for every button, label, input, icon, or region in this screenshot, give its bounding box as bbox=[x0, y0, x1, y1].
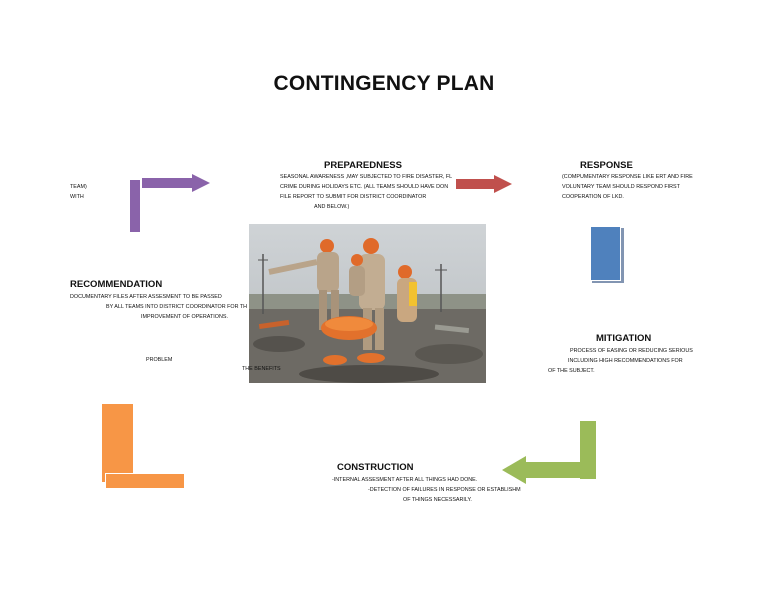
mitigation-line-1: PROCESS OF EASING OR REDUCING SERIOUS bbox=[570, 348, 693, 354]
preparedness-line-1: SEASONAL AWARENESS ,MAY SUBJECTED TO FIRE DISASTER, FL bbox=[280, 174, 453, 180]
left-fragment-team: TEAM) bbox=[70, 184, 87, 190]
recommendation-line-2: BY ALL TEAMS INTO DISTRICT COORDINATOR FOR TH bbox=[106, 304, 248, 310]
response-line-1: (COMPUMENTARY RESPONSE LIKE ERT AND FIRE bbox=[562, 174, 693, 180]
preparedness-heading: PREPAREDNESS bbox=[324, 160, 402, 171]
left-fragment-with: WITH bbox=[70, 194, 84, 200]
construction-line-2: -DETECTION OF FAILURES IN RESPONSE OR ESTABLISHM bbox=[368, 487, 521, 493]
benefits-label: THE BENEFITS bbox=[242, 366, 281, 372]
response-line-2: VOLUNTARY TEAM SHOULD RESPOND FIRST bbox=[562, 184, 680, 190]
orange-l-shape-icon bbox=[96, 400, 190, 496]
recommendation-line-1: DOCUMENTARY FILES AFTER ASSESMENT TO BE PASSED bbox=[70, 294, 222, 300]
construction-line-3: OF THINGS NECESSARILY. bbox=[403, 497, 472, 503]
recommendation-heading: RECOMMENDATION bbox=[70, 279, 163, 290]
response-line-3: COOPERATION OF LKD. bbox=[562, 194, 624, 200]
problem-label: PROBLEM bbox=[146, 357, 173, 363]
blue-block-icon bbox=[588, 225, 626, 285]
green-bent-arrow-icon bbox=[496, 418, 602, 490]
page-title: CONTINGENCY PLAN bbox=[273, 72, 495, 95]
preparedness-line-4: AND BELOW.) bbox=[314, 204, 350, 210]
red-arrow-icon bbox=[454, 172, 516, 196]
mitigation-line-3: OF THE SUBJECT. bbox=[548, 368, 595, 374]
construction-line-1: -INTERNAL ASSESMENT AFTER ALL THINGS HAD DONE. bbox=[332, 477, 478, 483]
mitigation-heading: MITIGATION bbox=[596, 333, 652, 344]
response-heading: RESPONSE bbox=[580, 160, 633, 171]
purple-bent-arrow-icon bbox=[124, 168, 216, 238]
recommendation-line-3: IMPROVEMENT OF OPERATIONS. bbox=[141, 314, 228, 320]
rescue-team-photo bbox=[249, 224, 486, 383]
preparedness-line-3: FILE REPORT TO SUBMIT FOR DISTRICT COORDINATOR bbox=[280, 194, 427, 200]
preparedness-line-2: CRIME DURING HOLIDAYS ETC. (ALL TEAMS SHOULD HAVE DON bbox=[280, 184, 449, 190]
construction-heading: CONSTRUCTION bbox=[337, 462, 414, 473]
mitigation-line-2: INCLUDING HIGH RECOMMENDATIONS FOR bbox=[568, 358, 683, 364]
